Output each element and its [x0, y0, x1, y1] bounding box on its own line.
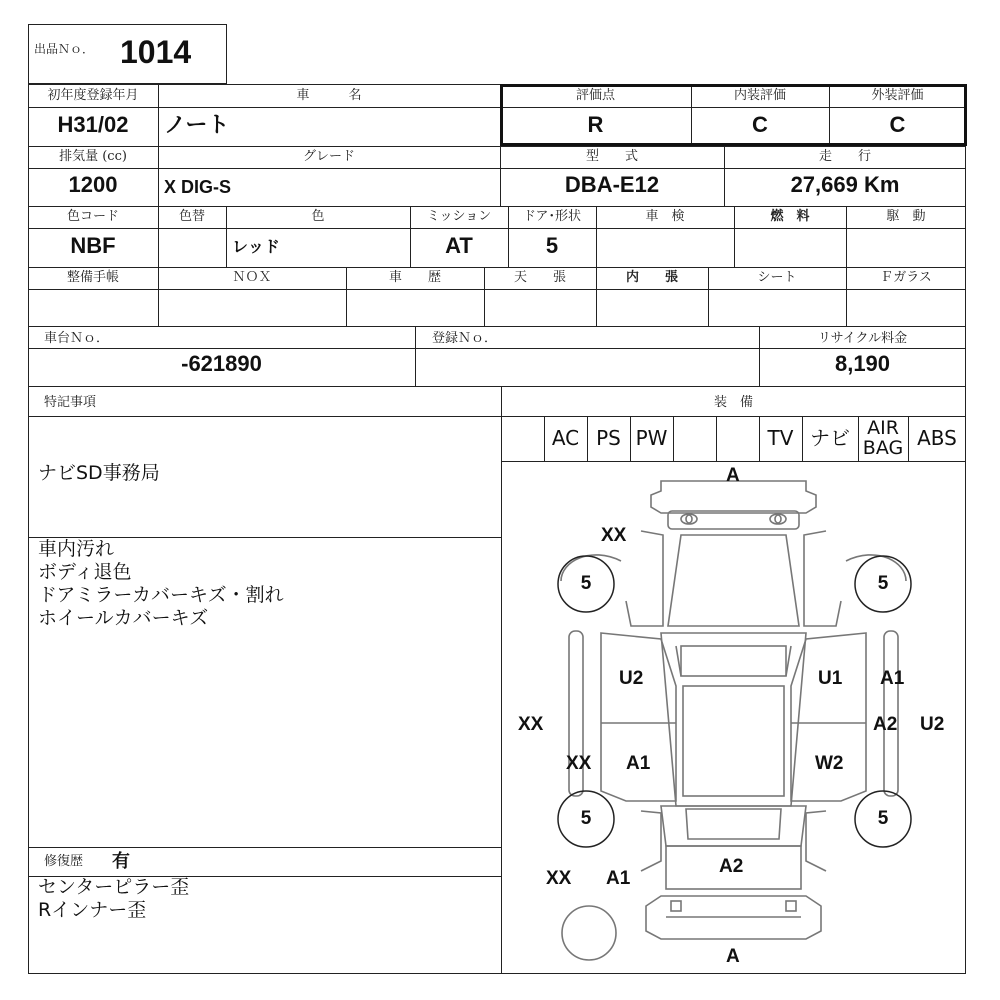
lot-number-value: 1014 — [120, 34, 192, 70]
model-value: DBA-E12 — [564, 172, 660, 197]
first-reg-value: H31/02 — [57, 112, 129, 137]
mission-value: AT — [445, 233, 473, 258]
equipment-navi: ナビ — [810, 426, 850, 450]
color-code-value: NBF — [70, 233, 116, 258]
rating-label: 評価点 — [575, 88, 615, 103]
repair-line: センターピラー歪 — [38, 876, 190, 898]
equipment-abs: ABS — [917, 426, 957, 450]
equipment-ps: PS — [596, 426, 621, 450]
equipment-pw: PW — [635, 426, 668, 450]
seat-label: シート — [757, 270, 797, 285]
notes-line: ホイールカバーキズ — [38, 607, 209, 629]
equipment-tv: TV — [767, 426, 794, 450]
interior-trim-label: 内 張 — [625, 270, 678, 285]
drive-label: 駆 動 — [886, 209, 926, 224]
chassis-label: 車台Ｎｏ． — [44, 331, 110, 346]
damage-mark-hood-left: XX — [601, 525, 627, 546]
damage-mark-right-side: U2 — [920, 714, 945, 735]
recycle-label: リサイクル料金 — [817, 331, 908, 346]
equipment-airbag: AIR BAG — [862, 417, 904, 459]
car-name-value: ノート — [164, 112, 230, 137]
mileage-label: 走 行 — [818, 149, 871, 164]
displacement-label: 排気量 (cc) — [59, 149, 127, 164]
damage-mark-left-side: XX — [518, 714, 544, 735]
notes-label: 特記事項 — [44, 395, 97, 410]
grade-value: X DIG-S — [164, 177, 232, 197]
damage-mark-door-rl: A1 — [626, 753, 651, 774]
damage-mark-sill-left: XX — [566, 753, 592, 774]
doors-value: 5 — [545, 233, 559, 258]
equipment-ac: AC — [551, 426, 580, 450]
roof-label: 天 張 — [513, 270, 566, 285]
tire-rear-left-grade: 5 — [580, 808, 592, 829]
repair-line: Rインナー歪 — [38, 899, 147, 921]
interior-rating-label: 内装評価 — [733, 88, 786, 103]
damage-mark-fender-fr: A1 — [880, 668, 905, 689]
exterior-rating-value: C — [889, 112, 906, 137]
tire-front-left-grade: 5 — [580, 573, 592, 594]
history-label: 車 歴 — [388, 270, 441, 285]
inspection-label: 車 検 — [645, 209, 685, 224]
notes-line: 車内汚れ — [38, 538, 115, 560]
color-label: 色 — [311, 209, 325, 224]
damage-mark-door-rr: W2 — [815, 753, 844, 774]
nox-label: ＮＯＸ — [232, 270, 272, 285]
mileage-value: 27,669 Km — [790, 172, 900, 197]
repair-value: 有 — [112, 851, 130, 871]
equipment-label: 装 備 — [713, 395, 753, 410]
damage-mark-trunk: A2 — [719, 856, 744, 877]
damage-mark-pillar-right: A2 — [873, 714, 898, 735]
model-label: 型 式 — [585, 149, 638, 164]
f-glass-label: Ｆガラス — [880, 270, 932, 285]
car-name-label: 車 名 — [296, 88, 362, 103]
chassis-value: -621890 — [181, 351, 262, 376]
recycle-value: 8,190 — [834, 351, 891, 376]
notes-line: ボディ退色 — [38, 561, 132, 583]
doors-label: ドア･形状 — [522, 209, 582, 224]
exterior-rating-label: 外装評価 — [871, 88, 924, 103]
notes-line: ドアミラーカバーキズ・割れ — [38, 584, 284, 606]
damage-mark-door-fl: U2 — [619, 668, 644, 689]
notes-line-primary: ナビSD事務局 — [38, 462, 160, 484]
grade-label: グレード — [302, 149, 355, 164]
interior-rating-value: C — [752, 112, 768, 137]
repair-label: 修復歴 — [44, 854, 84, 869]
registration-label: 登録Ｎｏ． — [432, 331, 498, 346]
damage-mark-quarter-rl: A1 — [606, 868, 631, 889]
damage-mark-rear-left: XX — [546, 868, 572, 889]
tire-front-right-grade: 5 — [877, 573, 889, 594]
color-value: レッド — [232, 239, 280, 256]
damage-mark-rear: A — [726, 946, 740, 967]
tire-rear-right-grade: 5 — [877, 808, 889, 829]
displacement-value: 1200 — [68, 172, 118, 197]
service-book-label: 整備手帳 — [66, 270, 119, 285]
color-change-label: 色替 — [178, 209, 205, 224]
lot-number-label: 出品Ｎｏ． — [34, 42, 95, 56]
mission-label: ミッション — [426, 209, 492, 224]
damage-mark-front: A — [726, 465, 740, 486]
color-code-label: 色コード — [66, 209, 119, 224]
fuel-label: 燃 料 — [770, 209, 810, 224]
damage-mark-door-fr: U1 — [818, 668, 843, 689]
first-reg-label: 初年度登録年月 — [47, 88, 139, 103]
rating-value: R — [587, 112, 604, 137]
